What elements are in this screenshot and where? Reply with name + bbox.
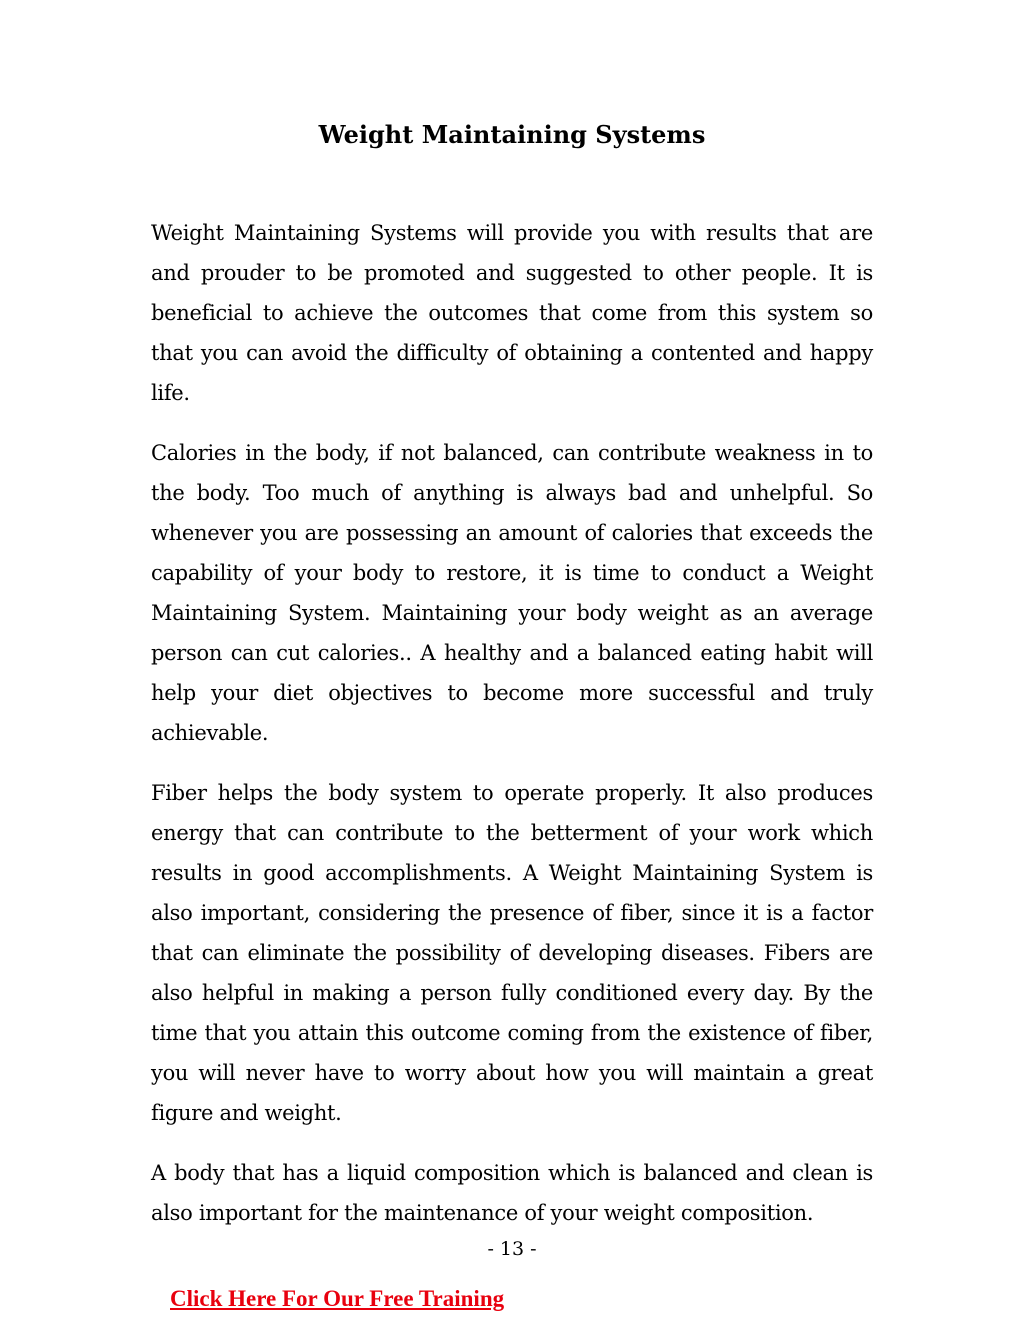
paragraph-liquid-composition: A body that has a liquid composition which is balanced and clean is also important for the maintenance of your weight composition. [151,1161,873,1225]
free-training-link[interactable]: Click Here For Our Free Training [170,1286,505,1311]
page-title: Weight Maintaining Systems [318,120,706,149]
body-text [151,213,873,1253]
paragraph-weight-maintaining-systems: Weight Maintaining Systems will provide you with results that are and prouder to be promoted and suggested to other people. It is beneficial to achieve the outcomes that come from this system so that you can avoid the difficulty of obtaining a contented and happy life. [151,221,873,405]
paragraph-calories: Calories in the body, if not balanced, can contribute weakness in to the body. Too much of anything is always bad and unhelpful. So whenever you are possessing an amount of calories that exceeds the capability of your body to restore, it is time to conduct a Weight Maintaining System. Maintaining your body weight as an average person can cut calories.. A healthy and a balanced eating habit will help your diet objectives to become more successful and truly achievable. [151,441,873,745]
page-number: - 13 - [487,1238,537,1260]
paragraph-fiber: Fiber helps the body system to operate properly. It also produces energy that can contribute to the betterment of your work which results in good accomplishments. A Weight Maintaining System is also important, considering the presence of fiber, since it is a factor that can eliminate the possibility of developing diseases. Fibers are also helpful in making a person fully conditioned every day. By the time that you attain this outcome coming from the existence of fiber, you will never have to worry about how you will maintain a great figure and weight. [151,781,873,1125]
